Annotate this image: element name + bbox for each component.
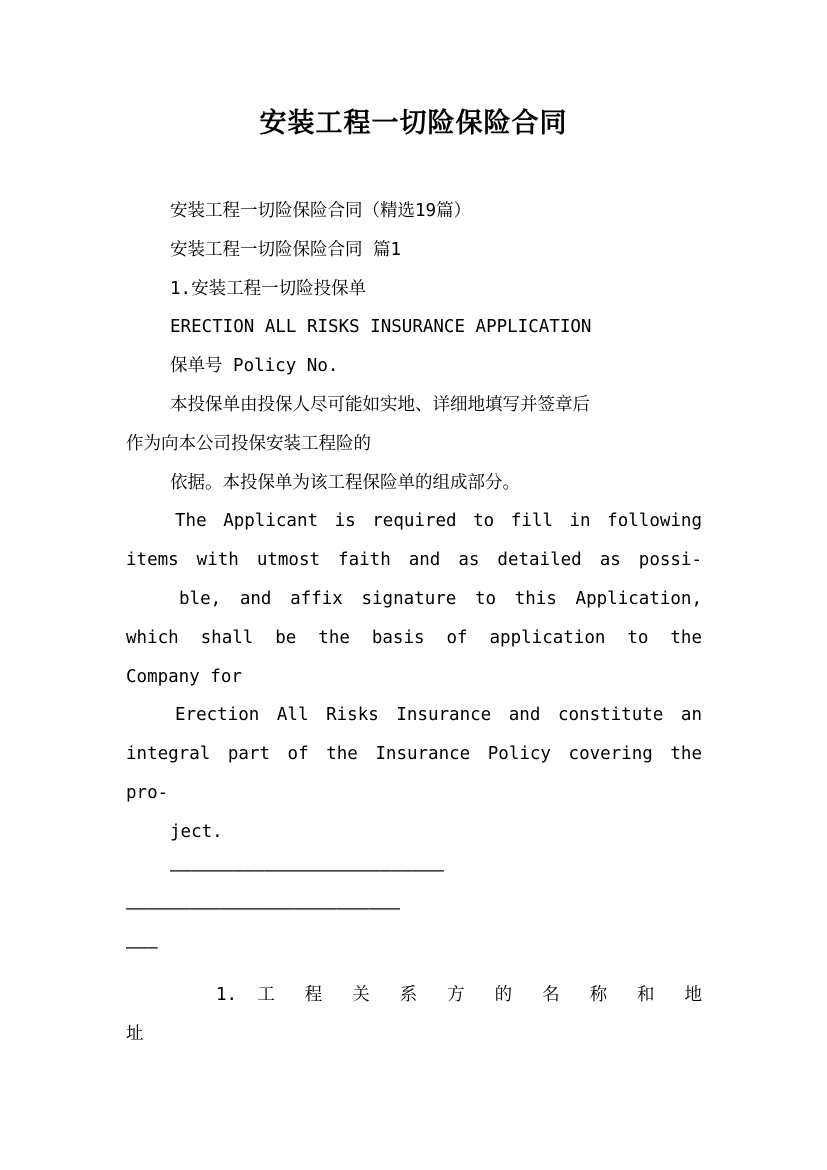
text-line: items with utmost faith and as detailed as possi- bbox=[126, 550, 702, 571]
dash-rule: ——— bbox=[126, 938, 158, 959]
text-line: 作为向本公司投保安装工程险的 bbox=[126, 433, 371, 454]
text-line: Company for bbox=[126, 666, 242, 687]
section-heading: 1. 工 程 关 系 方 的 名 称 和 地 bbox=[216, 984, 702, 1005]
text-line: 本投保单由投保人尽可能如实地、详细地填写并签章后 bbox=[170, 394, 590, 415]
text-line: 址 bbox=[126, 1023, 144, 1044]
dash-rule: —————————————————————————— bbox=[126, 899, 400, 920]
text-line: 安装工程一切险保险合同（精选19篇） bbox=[170, 201, 472, 221]
dash-rule: —————————————————————————— bbox=[170, 860, 444, 881]
text-line: ject. bbox=[170, 821, 223, 842]
text-line: 安装工程一切险保险合同 篇1 bbox=[170, 239, 402, 260]
text-line: pro- bbox=[126, 782, 169, 803]
text-line: 1.安装工程一切险投保单 bbox=[170, 278, 367, 299]
text-line: which shall be the basis of application to the bbox=[126, 627, 702, 648]
text-line: ERECTION ALL RISKS INSURANCE APPLICATION bbox=[170, 317, 592, 338]
document-title: 安装工程一切险保险合同 bbox=[259, 108, 568, 139]
text-line: 依据。本投保单为该工程保险单的组成部分。 bbox=[170, 472, 520, 493]
text-line: 保单号 Policy No. bbox=[170, 356, 339, 377]
text-line: ble, and affix signature to this Application, bbox=[179, 588, 702, 609]
spacer bbox=[126, 968, 702, 976]
document-body bbox=[126, 192, 702, 1054]
text-line: integral part of the Insurance Policy covering the bbox=[126, 744, 702, 765]
text-line: The Applicant is required to fill in following bbox=[175, 511, 702, 532]
text-line: Erection All Risks Insurance and constitute an bbox=[175, 705, 702, 726]
